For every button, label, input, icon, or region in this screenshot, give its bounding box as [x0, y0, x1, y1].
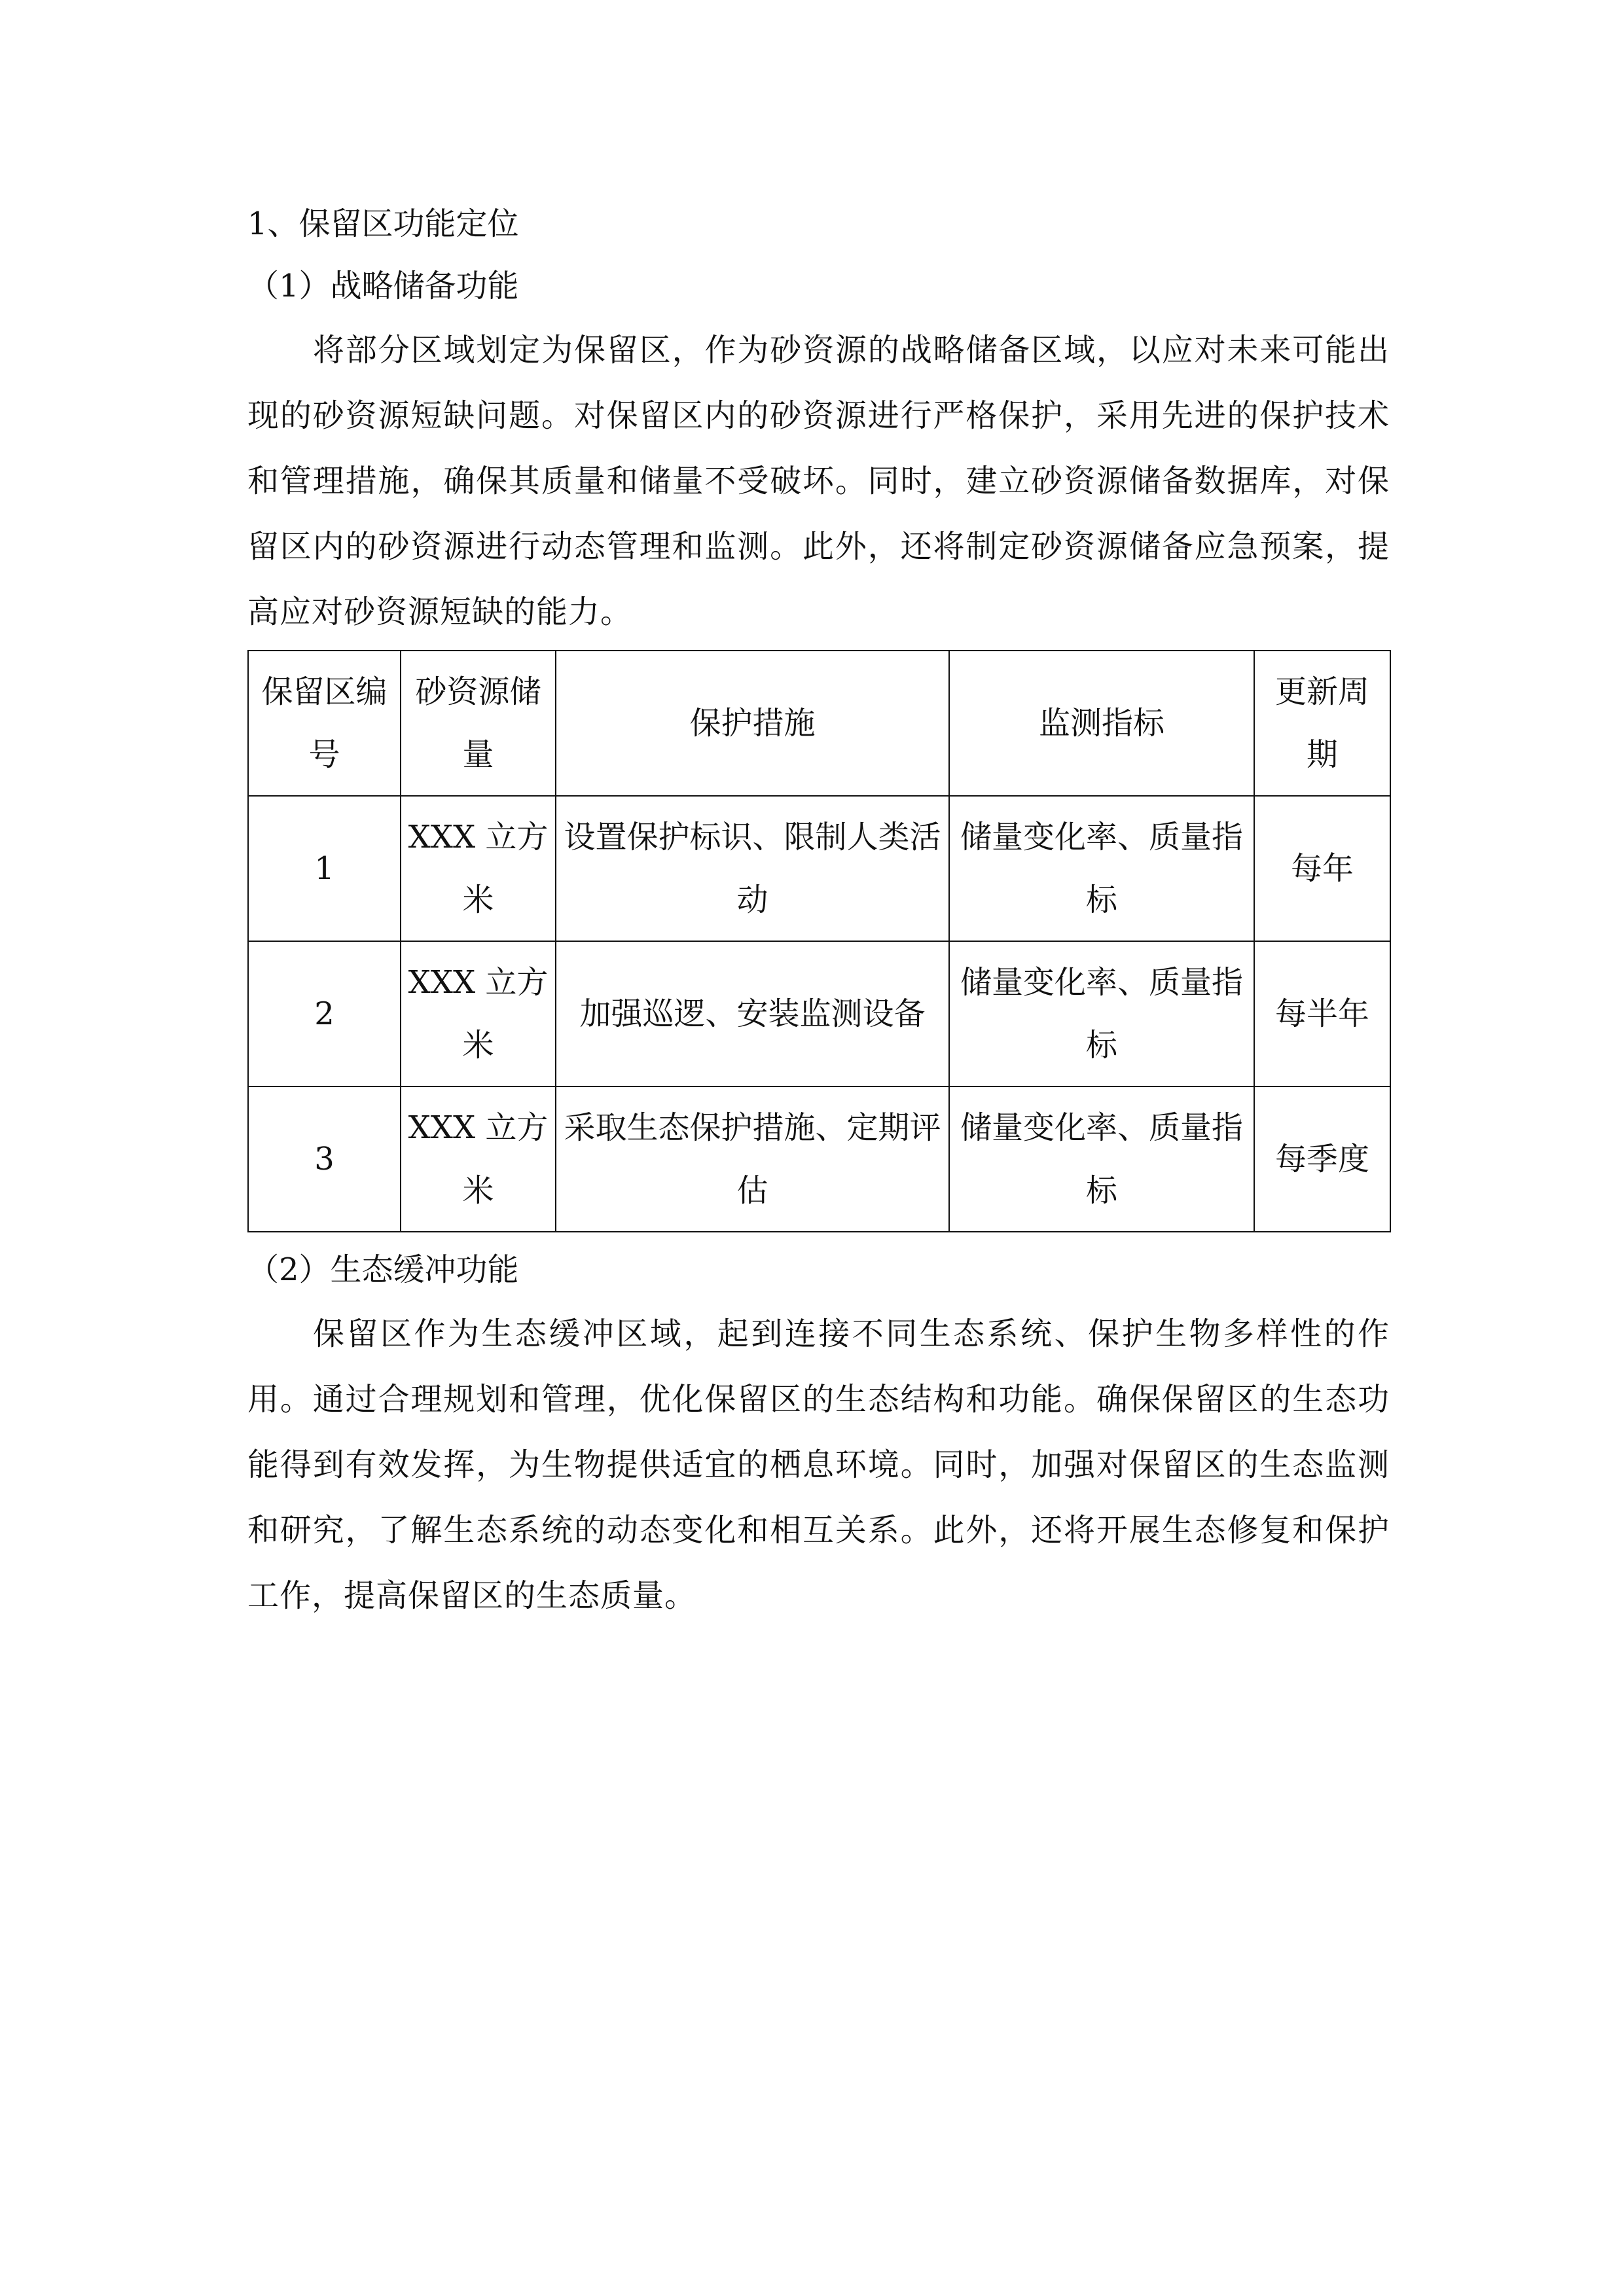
strategic-reserve-paragraph: 将部分区域划定为保留区，作为砂资源的战略储备区域，以应对未来可能出现的砂资源短缺问题。对保留区内的砂资源进行严格保护，采用先进的保护技术和管理措施，确保其质量和储量不受破坏。同时，建立砂资源储备数据库，对保留区内的砂资源进行动态管理和监测。此外，还将制定砂资源储备应急预案，提高应对砂资源短缺的能力。 — [247, 332, 1390, 630]
table-row — [248, 941, 1390, 1086]
table-row — [248, 1086, 1390, 1232]
cell-monitoring-indicators: 储量变化率、质量指标 — [949, 796, 1254, 941]
subsection-title-ecological-buffer: （2）生态缓冲功能 — [247, 1251, 519, 1288]
header-update-cycle: 更新周期 — [1254, 651, 1390, 796]
cell-protection-measures: 采取生态保护措施、定期评估 — [556, 1086, 949, 1232]
reserve-area-table — [247, 650, 1391, 1232]
cell-update-cycle: 每年 — [1254, 796, 1390, 941]
header-area-id: 保留区编号 — [248, 651, 401, 796]
cell-area-id: 2 — [248, 941, 401, 1086]
cell-monitoring-indicators: 储量变化率、质量指标 — [949, 941, 1254, 1086]
table-row — [248, 796, 1390, 941]
cell-area-id: 1 — [248, 796, 401, 941]
header-monitoring-indicators: 监测指标 — [949, 651, 1254, 796]
cell-area-id: 3 — [248, 1086, 401, 1232]
table-header-row — [248, 651, 1390, 796]
cell-monitoring-indicators: 储量变化率、质量指标 — [949, 1086, 1254, 1232]
cell-protection-measures: 加强巡逻、安装监测设备 — [556, 941, 949, 1086]
subsection-title-strategic-reserve: （1）战略储备功能 — [247, 268, 519, 304]
cell-protection-measures: 设置保护标识、限制人类活动 — [556, 796, 949, 941]
cell-sand-reserve: XXX 立方米 — [401, 1086, 556, 1232]
cell-sand-reserve: XXX 立方米 — [401, 941, 556, 1086]
header-sand-reserve: 砂资源储量 — [401, 651, 556, 796]
cell-update-cycle: 每季度 — [1254, 1086, 1390, 1232]
ecological-buffer-paragraph: 保留区作为生态缓冲区域，起到连接不同生态系统、保护生物多样性的作用。通过合理规划和管理，优化保留区的生态结构和功能。确保保留区的生态功能得到有效发挥，为生物提供适宜的栖息环境。同时，加强对保留区的生态监测和研究，了解生态系统的动态变化和相互关系。此外，还将开展生态修复和保护工作，提高保留区的生态质量。 — [247, 1316, 1390, 1614]
section-title: 1、保留区功能定位 — [247, 206, 519, 242]
header-protection-measures: 保护措施 — [556, 651, 949, 796]
cell-sand-reserve: XXX 立方米 — [401, 796, 556, 941]
cell-update-cycle: 每半年 — [1254, 941, 1390, 1086]
document-body — [247, 193, 1390, 1628]
